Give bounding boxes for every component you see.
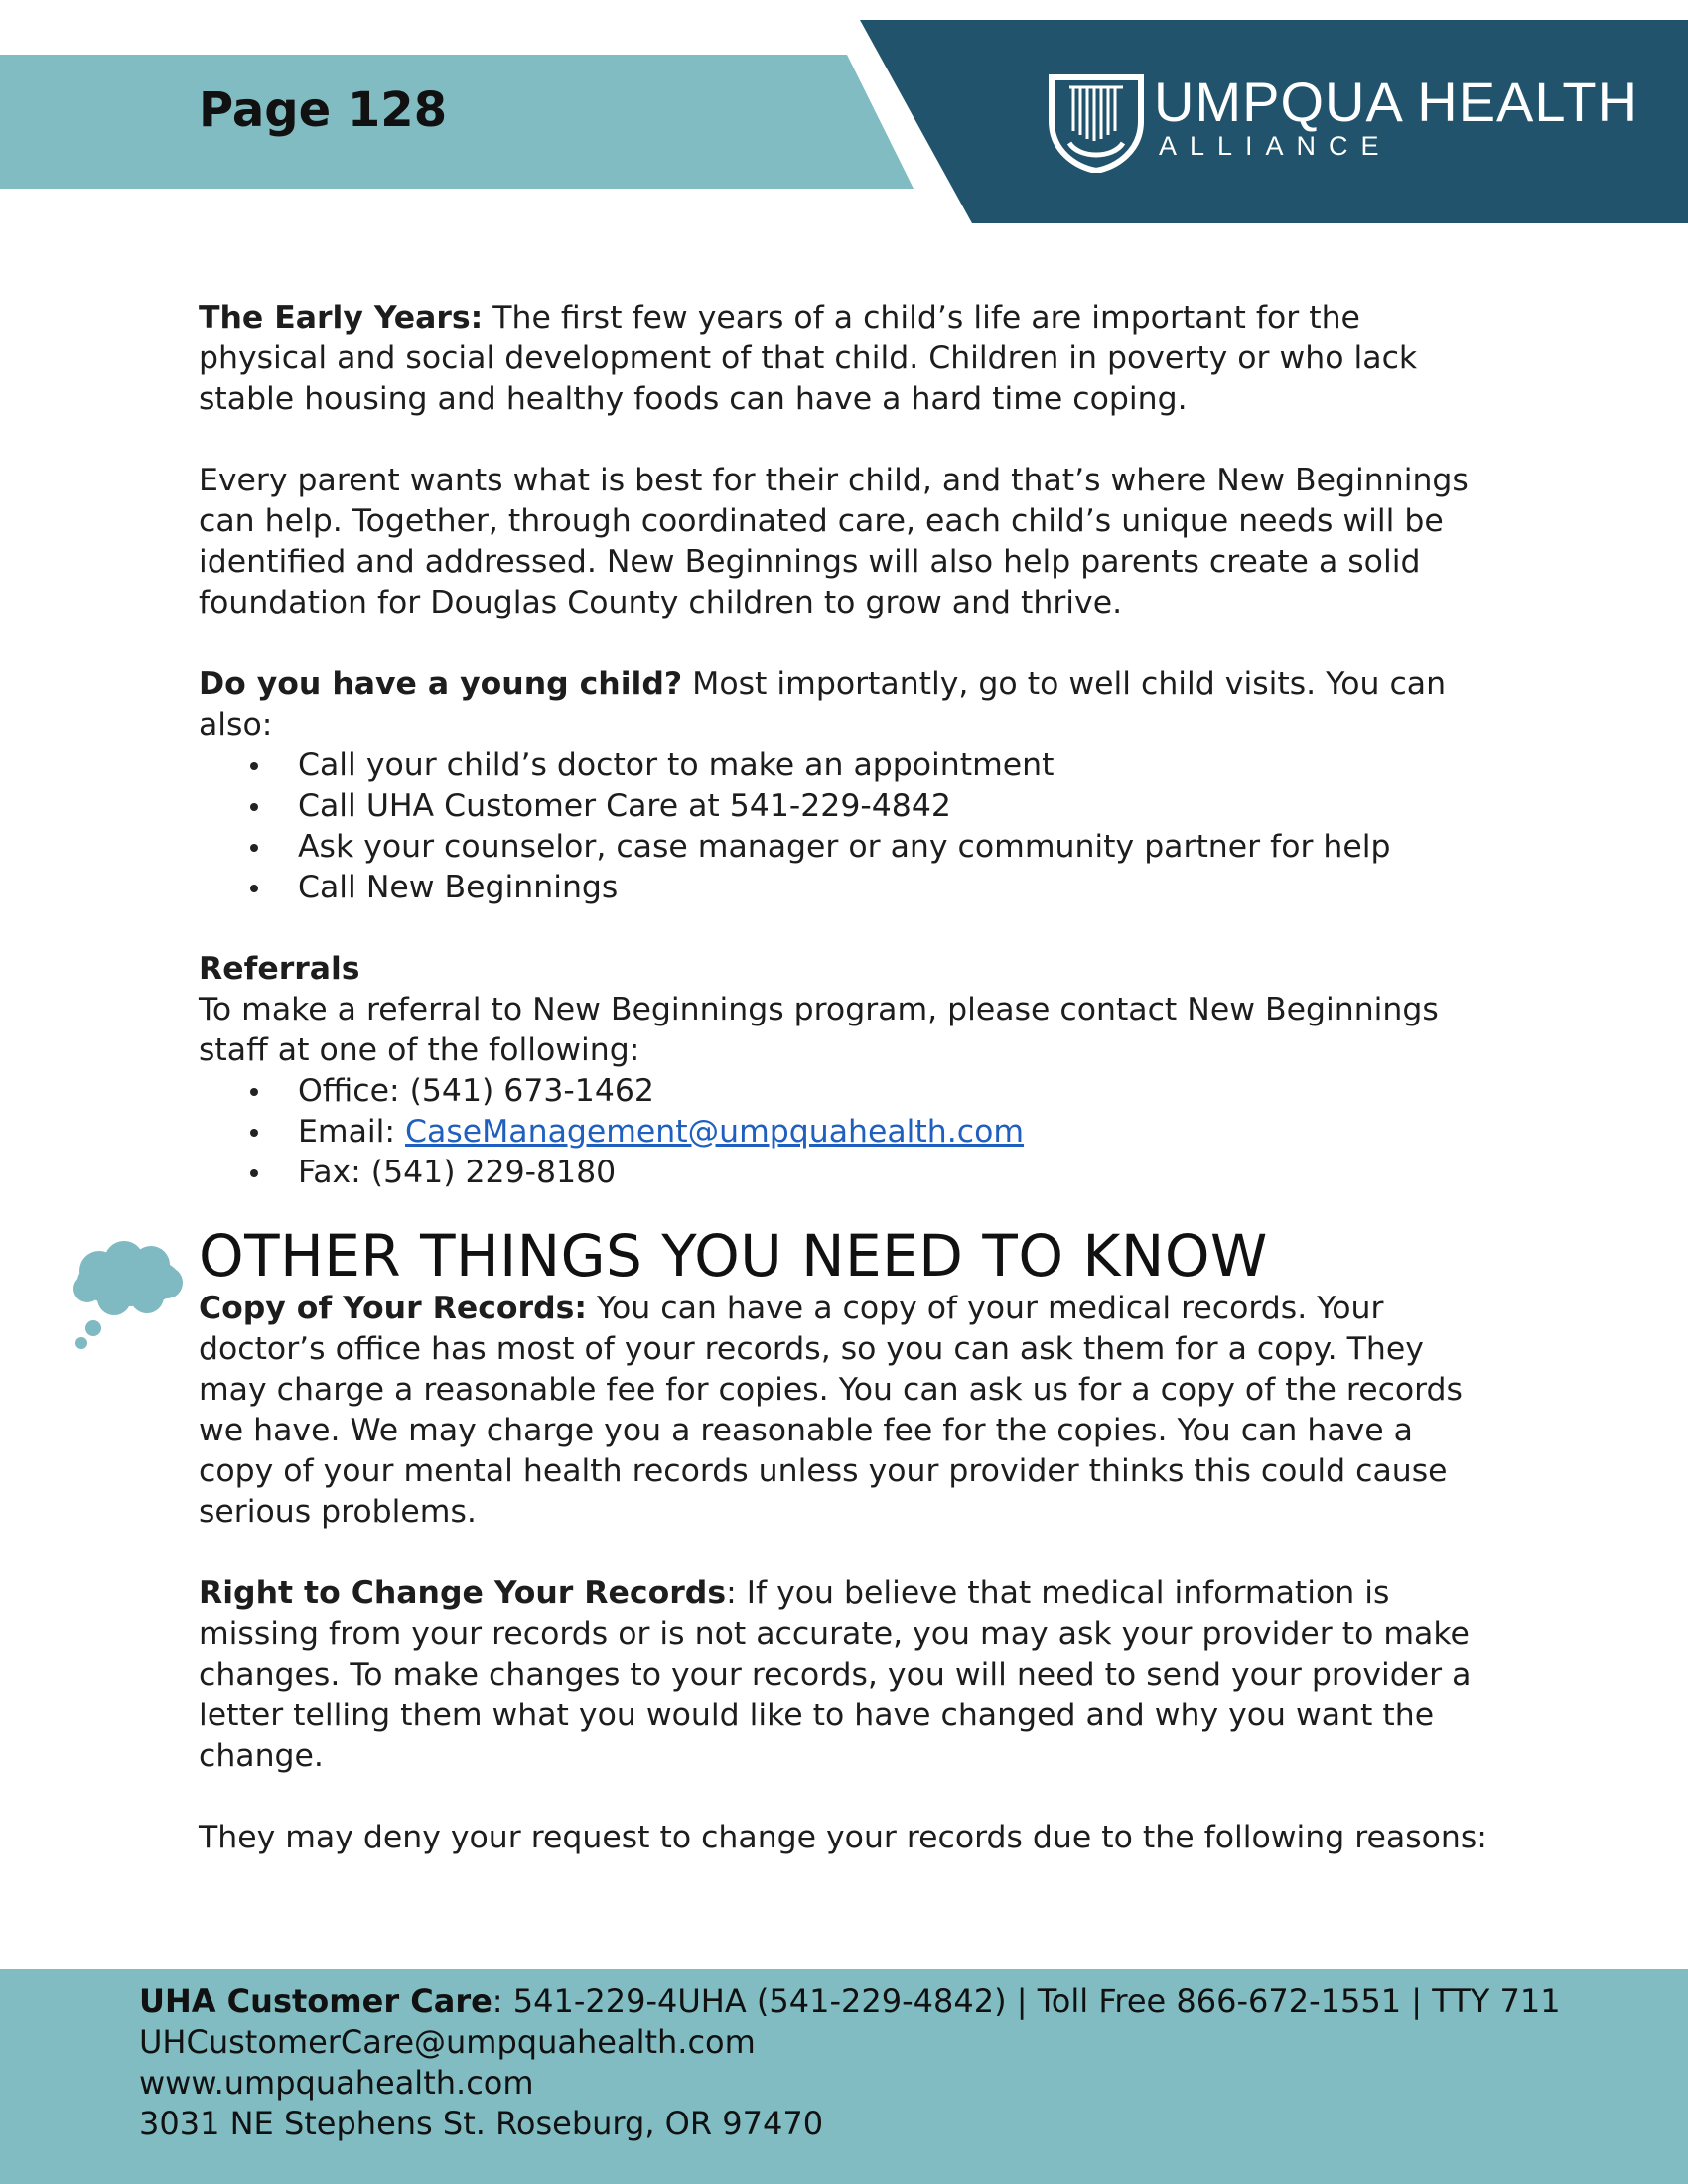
logo-name: UMPQUA HEALTH — [1154, 70, 1639, 133]
young-child-title: Do you have a young child? — [199, 666, 683, 702]
referrals-title — [199, 949, 1489, 990]
copy-records-paragraph — [199, 1289, 1489, 1533]
every-parent-paragraph: Every parent wants what is best for their child, and that’s where New Beginnings can help. Together, through coordinated care, each child’s unique needs will be identified and addressed. New Beginnings will also help parents create a solid foundation for Douglas County children to grow and thrive. — [199, 463, 1469, 620]
footer-care-label: UHA Customer Care — [139, 1982, 492, 2020]
referral-email-item — [199, 1112, 1489, 1153]
deny-request-paragraph: They may deny your request to change your records due to the following reasons: — [199, 1820, 1487, 1855]
referral-office: Office: (541) 673-1462 — [199, 1071, 1489, 1112]
header-teal-band — [0, 55, 914, 189]
shield-logo-icon — [1048, 73, 1145, 173]
thought-cloud-icon — [70, 1241, 189, 1355]
young-child-paragraph — [199, 664, 1489, 746]
footer-contact — [139, 1981, 1561, 2144]
list-item: Ask your counselor, case manager or any community partner for help — [199, 827, 1489, 868]
footer-care-text: : 541-229-4UHA (541-229-4842) | Toll Free 866-672-1551 | TTY 711 — [492, 1982, 1561, 2020]
section-heading-other-things: OTHER THINGS YOU NEED TO KNOW — [199, 1222, 1268, 1290]
young-child-text: Most importantly, go to well child visits. You can also: — [199, 666, 1447, 743]
referrals-list — [199, 1071, 1489, 1193]
referrals-heading: Referrals — [199, 951, 360, 987]
footer-care-line — [139, 1981, 1561, 2022]
early-years-text: The first few years of a child’s life are important for the physical and social development of that child. Children in poverty or who lack stable housing and healthy foods can have a hard time coping. — [199, 300, 1418, 417]
copy-records-text: You can have a copy of your medical records. Your doctor’s office has most of your records, so you can ask them for a copy. They may charge a reasonable fee for copies. You can ask us for a copy of the records we have. We may charge you a reasonable fee for the copies. You can have a copy of your mental health records unless your provider thinks this could cause serious problems. — [199, 1291, 1463, 1530]
logo-subtitle: ALLIANCE — [1159, 131, 1392, 161]
umpqua-health-logo — [1048, 69, 1639, 179]
list-item: Call UHA Customer Care at 541-229-4842 — [199, 786, 1489, 827]
early-years-paragraph — [199, 298, 1489, 420]
copy-records-title: Copy of Your Records: — [199, 1291, 587, 1326]
list-item: Call New Beginnings — [199, 868, 1489, 908]
footer-band — [0, 1969, 1688, 2184]
referral-fax: Fax: (541) 229-8180 — [199, 1153, 1489, 1193]
change-records-paragraph — [199, 1573, 1489, 1777]
footer-website[interactable]: www.umpquahealth.com — [139, 2064, 534, 2102]
change-records-text: : If you believe that medical information is missing from your records or is not accurate, you may ask your provider to make changes. To make changes to your records, you will need to send your provider a letter telling them what you would like to have changed and why you want the change. — [199, 1575, 1472, 1774]
change-records-title: Right to Change Your Records — [199, 1575, 727, 1611]
list-item: Call your child’s doctor to make an appointment — [199, 746, 1489, 786]
referral-email-label: Email: — [298, 1114, 406, 1150]
page-number: Page 128 — [199, 82, 448, 138]
footer-address: 3031 NE Stephens St. Roseburg, OR 97470 — [139, 2105, 824, 2142]
early-years-title: The Early Years: — [199, 300, 484, 336]
referrals-text: To make a referral to New Beginnings program, please contact New Beginnings staff at one of the following: — [199, 992, 1439, 1068]
young-child-list — [199, 746, 1489, 908]
referral-email-link[interactable]: CaseManagement@umpquahealth.com — [405, 1114, 1025, 1150]
document-body — [199, 298, 1489, 1858]
footer-email[interactable]: UHCustomerCare@umpquahealth.com — [139, 2023, 756, 2061]
